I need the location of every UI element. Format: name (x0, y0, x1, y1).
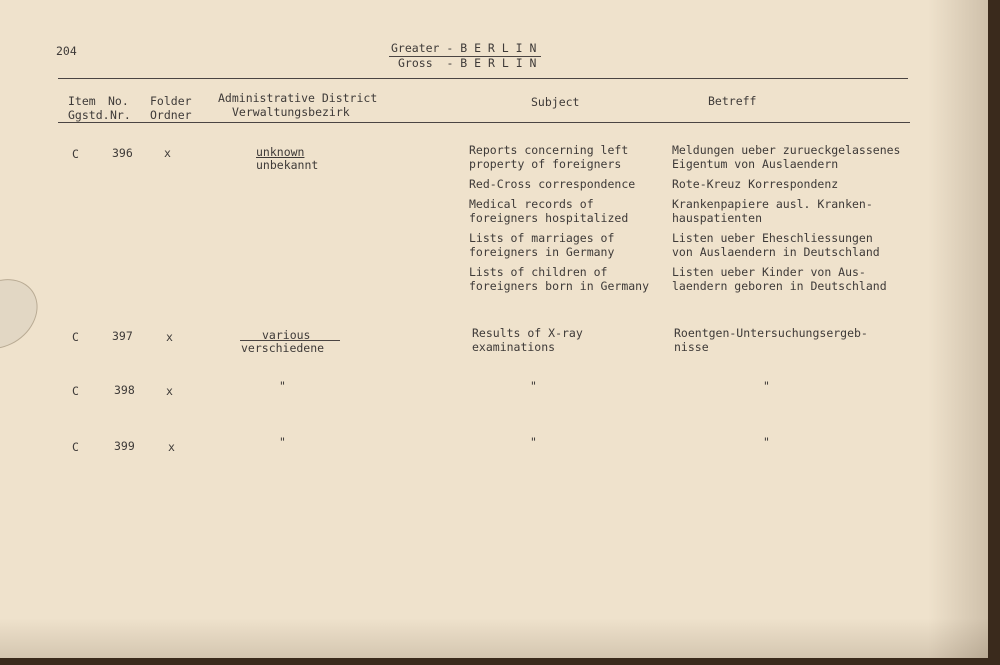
row-subject: Lists of marriages of (469, 231, 615, 245)
page-edge-shadow (928, 0, 988, 658)
table-header-rule (58, 122, 910, 123)
row-betreff: Listen ueber Eheschliessungen (672, 231, 873, 245)
row-folder: x (166, 384, 173, 398)
row-subject: Red-Cross correspondence (469, 177, 636, 191)
row-item: C (72, 147, 79, 161)
ditto-mark: " (763, 435, 770, 449)
row-betreff: Eigentum von Auslaendern (672, 157, 839, 171)
ditto-mark: " (763, 379, 770, 393)
col-subject: Subject (531, 95, 580, 109)
row-folder: x (168, 440, 175, 454)
row-betreff: Listen ueber Kinder von Aus- (672, 265, 866, 279)
row-subject: property of foreigners (469, 157, 622, 171)
row-betreff: Meldungen ueber zurueckgelassenes (672, 143, 901, 157)
page-number: 204 (56, 44, 77, 58)
col-no-en: No. (108, 94, 129, 108)
row-folder: x (166, 330, 173, 344)
row-number: 398 (114, 383, 135, 397)
binder-tab (0, 265, 51, 363)
row-item: C (72, 330, 79, 344)
ditto-mark: " (530, 379, 537, 393)
col-no-de: Nr. (110, 108, 131, 122)
page-bottom-shadow (0, 618, 988, 658)
row-betreff: hauspatienten (672, 211, 763, 225)
row-subject: Reports concerning left (469, 143, 629, 157)
row-number: 399 (114, 439, 135, 453)
ditto-mark: " (279, 435, 286, 449)
row-district-de: unbekannt (256, 158, 319, 172)
row-number: 397 (112, 329, 133, 343)
row-folder: x (164, 146, 171, 160)
header-title-german: Gross - B E R L I N (398, 56, 537, 70)
row-subject: Medical records of (469, 197, 594, 211)
row-betreff: Roentgen-Untersuchungsergeb- (674, 326, 868, 340)
col-folder-en: Folder (150, 94, 192, 108)
col-item-en: Item (68, 94, 96, 108)
ditto-mark: " (530, 435, 537, 449)
row-betreff: Rote-Kreuz Korrespondenz (672, 177, 839, 191)
ditto-mark: " (279, 379, 286, 393)
col-item-de: Ggstd. (68, 108, 110, 122)
table-top-rule (58, 78, 908, 79)
row-betreff: Krankenpapiere ausl. Kranken- (672, 197, 873, 211)
row-subject: foreigners hospitalized (469, 211, 629, 225)
col-betreff: Betreff (708, 94, 757, 108)
row-betreff: nisse (674, 340, 709, 354)
header-title-english: Greater - B E R L I N (391, 41, 537, 55)
row-subject: Results of X-ray (472, 326, 583, 340)
row-number: 396 (112, 146, 133, 160)
row-item: C (72, 440, 79, 454)
col-folder-de: Ordner (150, 108, 192, 122)
row-betreff: laendern geboren in Deutschland (672, 279, 887, 293)
col-district-en: Administrative District (218, 91, 378, 105)
row-subject: foreigners born in Germany (469, 279, 650, 293)
row-subject: foreigners in Germany (469, 245, 615, 259)
row-district-en: various (262, 328, 311, 342)
row-item: C (72, 384, 79, 398)
row-district-en: unknown (256, 145, 305, 159)
col-district-de: Verwaltungsbezirk (232, 105, 350, 119)
row-betreff: von Auslaendern in Deutschland (672, 245, 880, 259)
row-subject: Lists of children of (469, 265, 608, 279)
row-subject: examinations (472, 340, 556, 354)
row-district-de: verschiedene (241, 341, 325, 355)
